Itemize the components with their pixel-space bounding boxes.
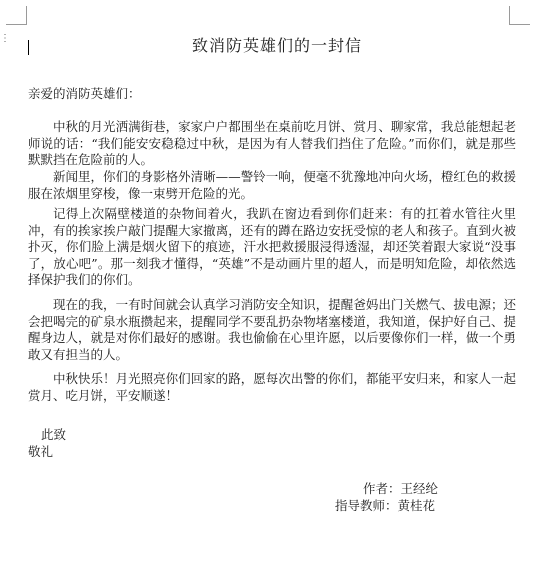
letter-salutation: 亲爱的消防英雄们： bbox=[28, 86, 141, 101]
page-corner-mark-top-right bbox=[509, 6, 530, 25]
teacher-signature: 指导教师：黄桂花 bbox=[335, 498, 436, 513]
letter-paragraph: 中秋的月光洒满街巷，家家户户都围坐在桌前吃月饼、赏月、聊家常，我总能想起老师说的话：“我们能安安稳稳过中秋，是因为有人替我们挡住了危险。”而你们，就是那些默默挡在危险前的人。 bbox=[28, 119, 516, 168]
letter-title: 致消防英雄们的一封信 bbox=[191, 36, 362, 55]
closing-line: 敬礼 bbox=[28, 444, 54, 459]
closing-line: 此致 bbox=[41, 427, 67, 442]
letter-paragraph: 新闻里，你们的身影格外清晰——警铃一响，便毫不犹豫地冲向火场，橙红色的救援服在浓烟里穿梭，像一束劈开危险的光。 bbox=[28, 169, 516, 201]
author-signature: 作者：王经纶 bbox=[363, 481, 439, 496]
letter-paragraph: 中秋快乐！月光照亮你们回家的路，愿每次出警的你们，都能平安归来，和家人一起赏月、吃月饼，平安顺遂！ bbox=[28, 371, 516, 403]
letter-paragraph: 现在的我，一有时间就会认真学习消防安全知识，提醒爸妈出门关燃气、拔电源；还会把喝完的矿泉水瓶攒起来，提醒同学不要乱扔杂物堵塞楼道，我知道，保护好自己、提醒身边人，就是对你们最好的感谢。我也偷偷在心里许愿，以后要像你们一样，做一个勇敢又有担当的人。 bbox=[28, 297, 516, 362]
letter-paragraph: 记得上次隔壁楼道的杂物间着火，我趴在窗边看到你们赶来：有的扛着水管往火里冲，有的挨家挨户敲门提醒大家撤离，还有的蹲在路边安抚受惊的老人和孩子。直到火被扑灭，你们脸上满是烟火留下的痕迹，汗水把救援服浸得透湿，却还笑着跟大家说“没事了，放心吧”。那一刻我才懂得，“英雄”不是动画片里的超人，而是明知危险，却依然选择保护我们的你们。 bbox=[28, 206, 516, 288]
page-corner-mark-top-left bbox=[6, 6, 27, 25]
paragraph-mark-icon: ⋮ bbox=[0, 33, 10, 44]
